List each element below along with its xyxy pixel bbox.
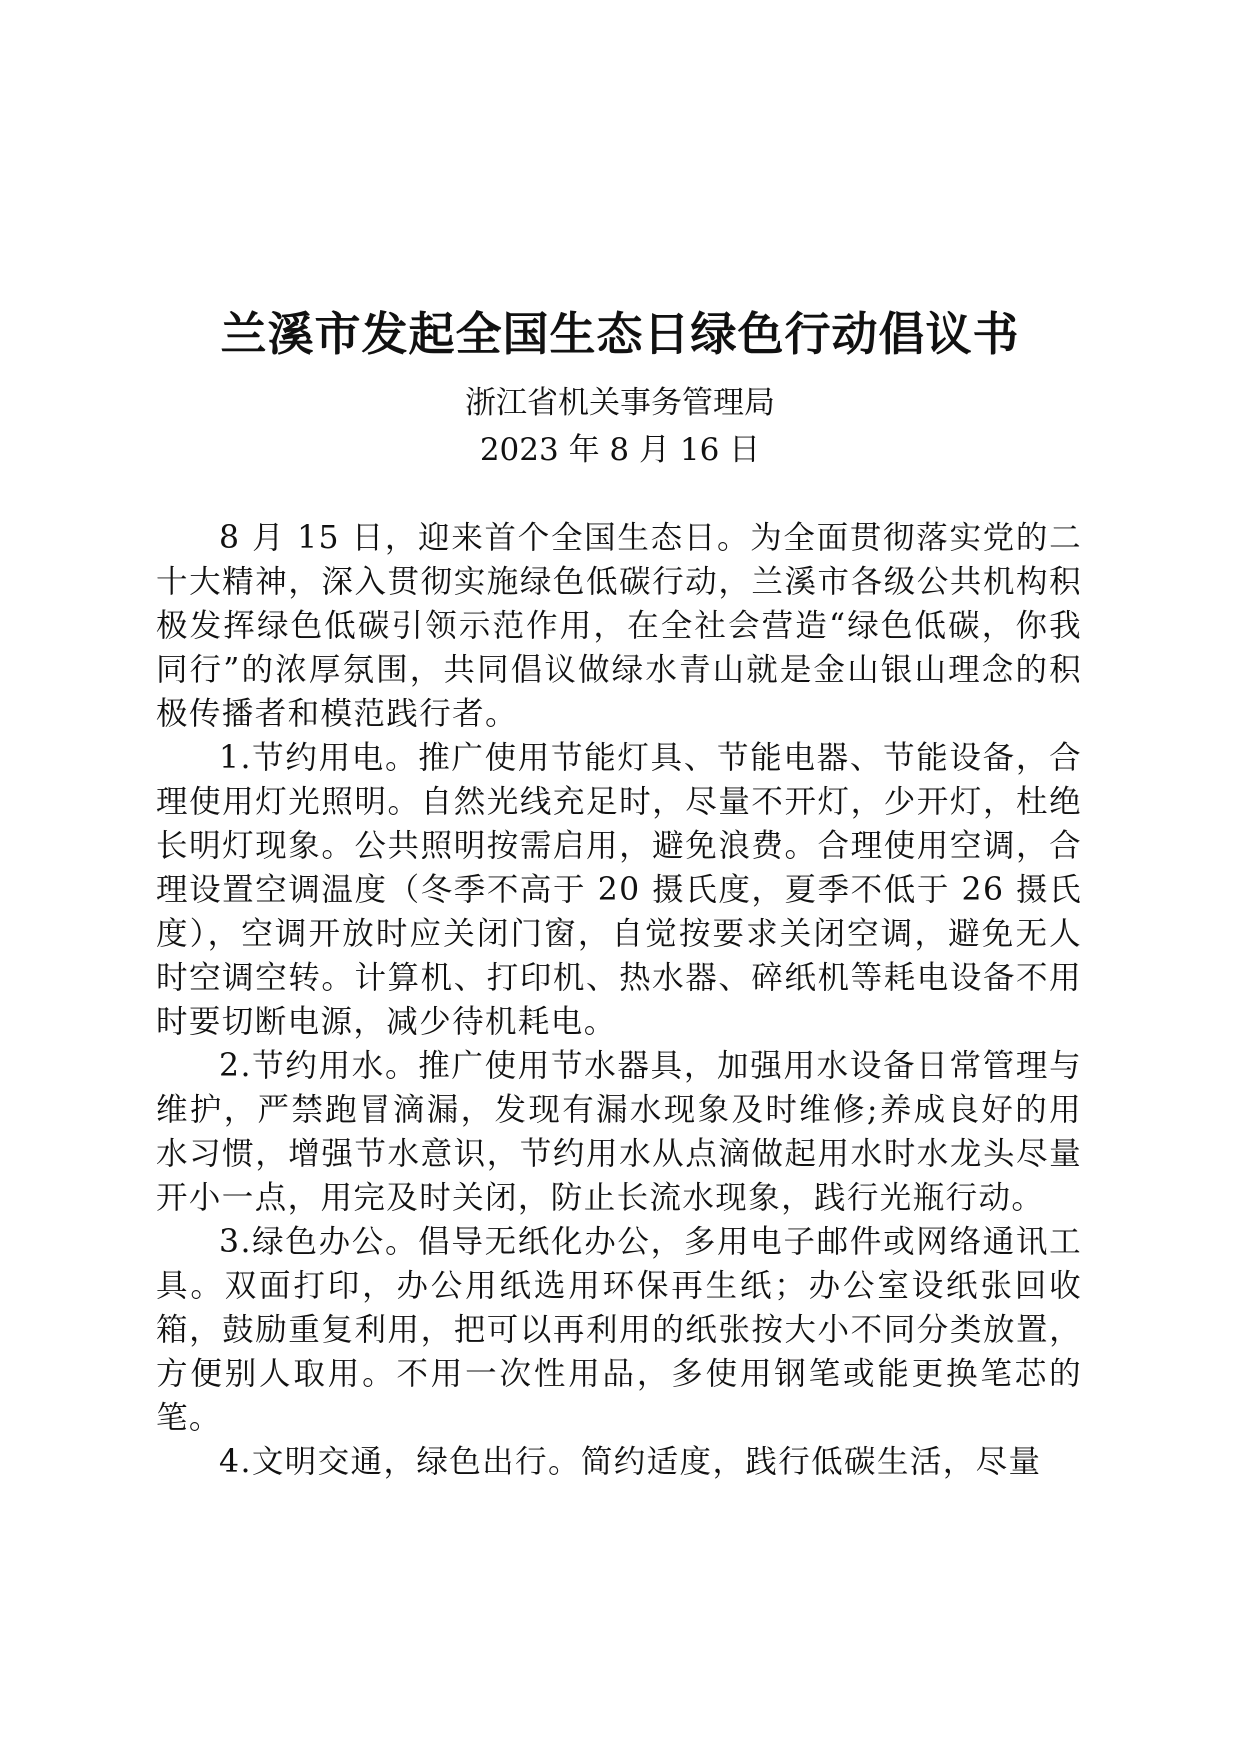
issue-date: 2023 年 8 月 16 日: [479, 432, 761, 468]
paragraph-item-3: 3.绿色办公。倡导无纸化办公，多用电子邮件或网络通讯工具。双面打印，办公用纸选用环保再生纸；办公室设纸张回收箱，鼓励重复利用，把可以再利用的纸张按大小不同分类放置，方便别人取用。不用一次性用品，多使用钢笔或能更换笔芯的笔。: [156, 1224, 1082, 1436]
paragraph-item-2: 2.节约用水。推广使用节水器具，加强用水设备日常管理与维护，严禁跑冒滴漏，发现有漏水现象及时维修;养成良好的用水习惯，增强节水意识，节约用水从点滴做起用水时水龙头尽量开小一点，用完及时关闭，防止长流水现象，践行光瓶行动。: [156, 1048, 1082, 1216]
paragraph-intro: 8 月 15 日，迎来首个全国生态日。为全面贯彻落实党的二十大精神，深入贯彻实施绿色低碳行动，兰溪市各级公共机构积极发挥绿色低碳引领示范作用，在全社会营造“绿色低碳，你我同行”的浓厚氛围，共同倡议做绿水青山就是金山银山理念的积极传播者和模范践行者。: [156, 520, 1082, 732]
paragraph-item-1: 1.节约用电。推广使用节能灯具、节能电器、节能设备，合理使用灯光照明。自然光线充足时，尽量不开灯，少开灯，杜绝长明灯现象。公共照明按需启用，避免浪费。合理使用空调，合理设置空调温度（冬季不高于 20 摄氏度，夏季不低于 26 摄氏度），空调开放时应关闭门窗，自觉按要求关闭空调，避免无人时空调空转。计算机、打印机、热水器、碎纸机等耗电设备不用时要切断电源，减少待机耗电。: [156, 740, 1082, 1040]
document-body: [156, 516, 1082, 1484]
issuer-name: 浙江省机关事务管理局: [465, 385, 775, 421]
document-title: 兰溪市发起全国生态日绿色行动倡议书: [220, 307, 1020, 361]
paragraph-item-4: 4.文明交通，绿色出行。简约适度，践行低碳生活，尽量: [219, 1444, 1042, 1480]
